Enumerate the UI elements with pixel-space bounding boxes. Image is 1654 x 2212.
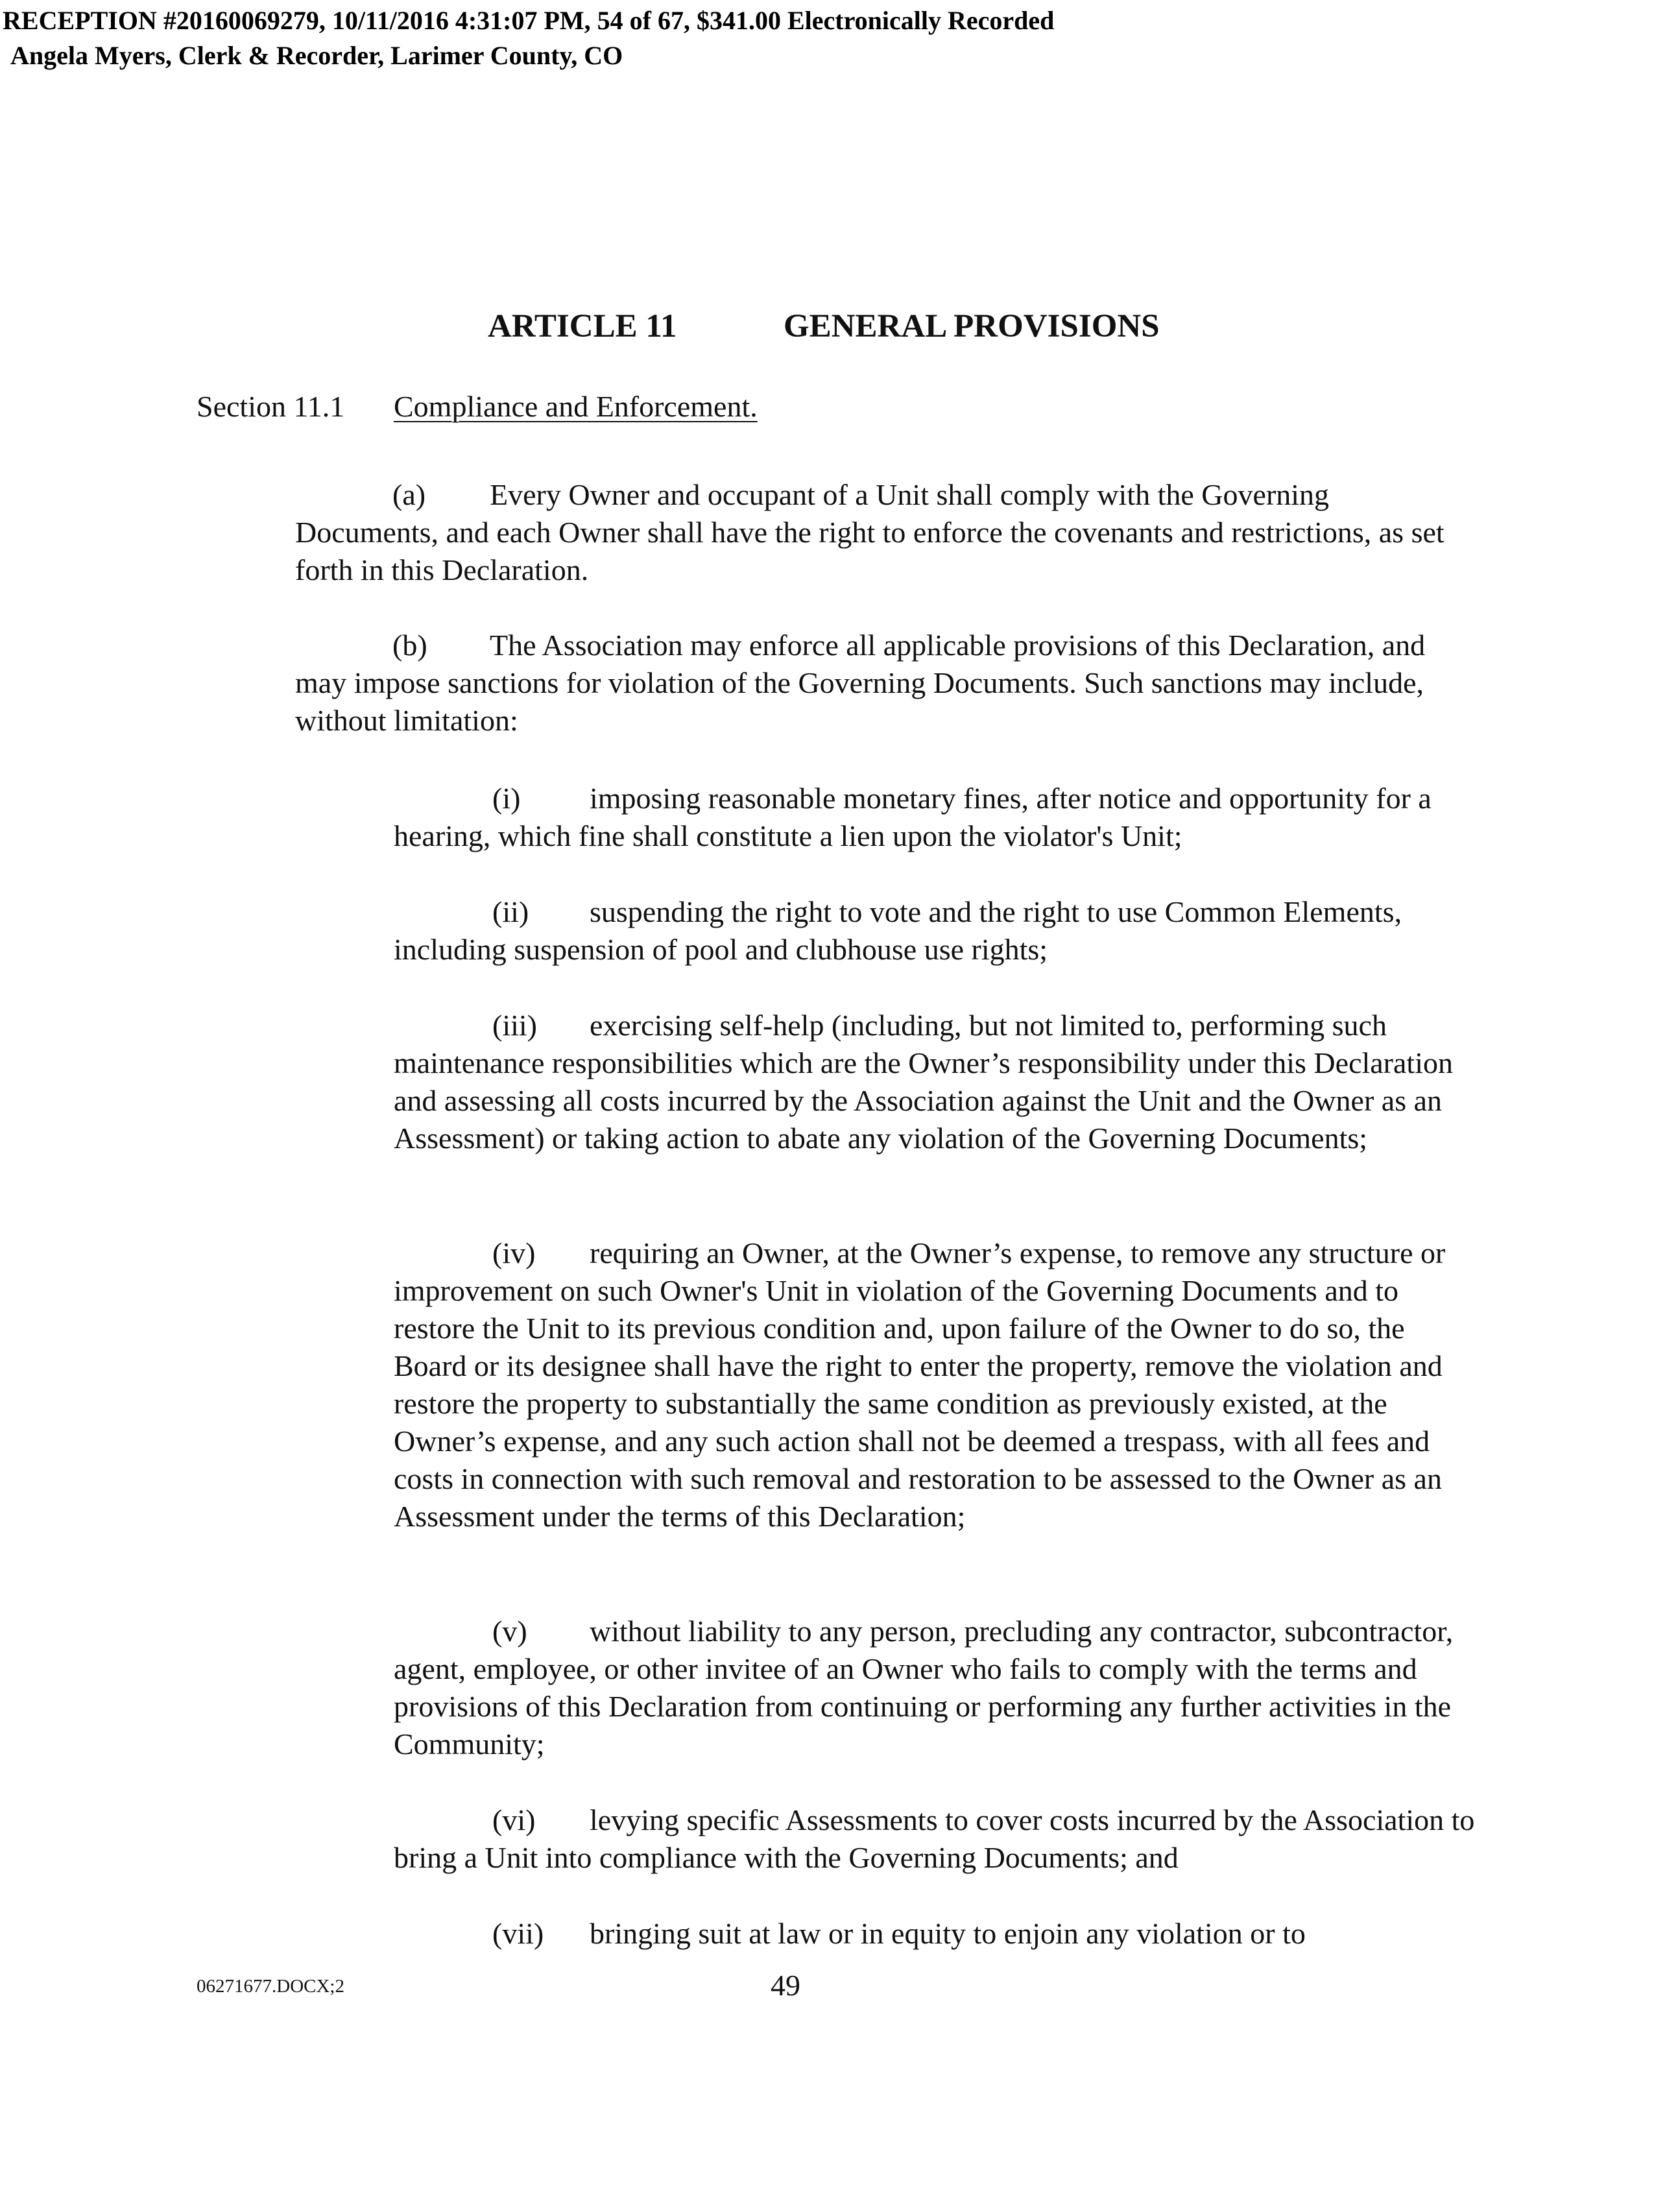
sanction-marker: (iv) xyxy=(492,1236,536,1269)
sanction-text: levying specific Assessments to cover costs incurred by the Association to bring a Unit into compliance with the Governing Documents; and xyxy=(394,1803,1475,1874)
sanction-text: without liability to any person, precluding any contractor, subcontractor, agent, employee, or other invitee of an Owner who fails to comply with the terms and provisions of this Declaration from continuing or performing any further activities in the Community; xyxy=(394,1615,1454,1761)
paragraph-marker: (a) xyxy=(392,478,426,511)
sanction-item-ii xyxy=(394,893,1483,968)
sanction-item-iv xyxy=(394,1234,1483,1535)
sanction-item-iii xyxy=(394,1007,1483,1157)
paragraph-b xyxy=(295,627,1476,739)
recording-stamp-line-2: Angela Myers, Clerk & Recorder, Larimer County, CO xyxy=(10,41,623,70)
document-id: 06271677.DOCX;2 xyxy=(197,1976,344,1997)
sanction-text: suspending the right to vote and the right to use Common Elements, including suspension of pool and clubhouse use rights; xyxy=(394,895,1402,966)
sanction-text: bringing suit at law or in equity to enjoin any violation or to xyxy=(590,1917,1306,1950)
sanction-marker: (v) xyxy=(492,1615,527,1648)
section-title: Compliance and Enforcement. xyxy=(394,390,758,423)
sanction-marker: (i) xyxy=(492,782,521,815)
section-number: Section 11.1 xyxy=(197,390,345,423)
sanction-item-i xyxy=(394,780,1483,855)
sanction-item-vii xyxy=(394,1915,1483,1953)
sanction-item-v xyxy=(394,1613,1483,1763)
paragraph-text: The Association may enforce all applicable provisions of this Declaration, and may impose sanctions for violation of the Governing Documents. Such sanctions may include, without limitation: xyxy=(295,629,1426,737)
sanction-text: requiring an Owner, at the Owner’s expense, to remove any structure or improvement on such Owner's Unit in violation of the Governing Documents and to restore the Unit to its previous condition and, upon failure of the Owner to do so, the Board or its designee shall have the right to enter the property, remove the violation and restore the property to substantially the same condition as previously existed, at the Owner’s expense, and any such action shall not be deemed a trespass, with all fees and costs in connection with such removal and restoration to be assessed to the Owner as an Assessment under the terms of this Declaration; xyxy=(394,1236,1446,1533)
sanction-text: imposing reasonable monetary fines, after notice and opportunity for a hearing, which fine shall constitute a lien upon the violator's Unit; xyxy=(394,782,1432,852)
paragraph-a xyxy=(295,476,1476,589)
sanction-item-vi xyxy=(394,1801,1483,1877)
article-title: GENERAL PROVISIONS xyxy=(784,308,1160,344)
recording-stamp-line-1: RECEPTION #20160069279, 10/11/2016 4:31:07 PM, 54 of 67, $341.00 Electronically Recorded xyxy=(3,6,1055,35)
sanction-text: exercising self-help (including, but not limited to, performing such maintenance responsibilities which are the Owner’s responsibility under this Declaration and assessing all costs incurred by the Association against the Unit and the Owner as an Assessment) or taking action to abate any violation of the Governing Documents; xyxy=(394,1009,1453,1155)
paragraph-text: Every Owner and occupant of a Unit shall comply with the Governing Documents, and each Owner shall have the right to enforce the covenants and restrictions, as set forth in this Declaration. xyxy=(295,478,1444,586)
article-number: ARTICLE 11 xyxy=(488,308,677,344)
sanction-marker: (vi) xyxy=(492,1803,536,1836)
sanction-marker: (vii) xyxy=(492,1917,544,1950)
sanction-marker: (ii) xyxy=(492,895,529,928)
sanction-marker: (iii) xyxy=(492,1009,537,1042)
paragraph-marker: (b) xyxy=(392,629,427,662)
page-number: 49 xyxy=(771,1969,800,2002)
